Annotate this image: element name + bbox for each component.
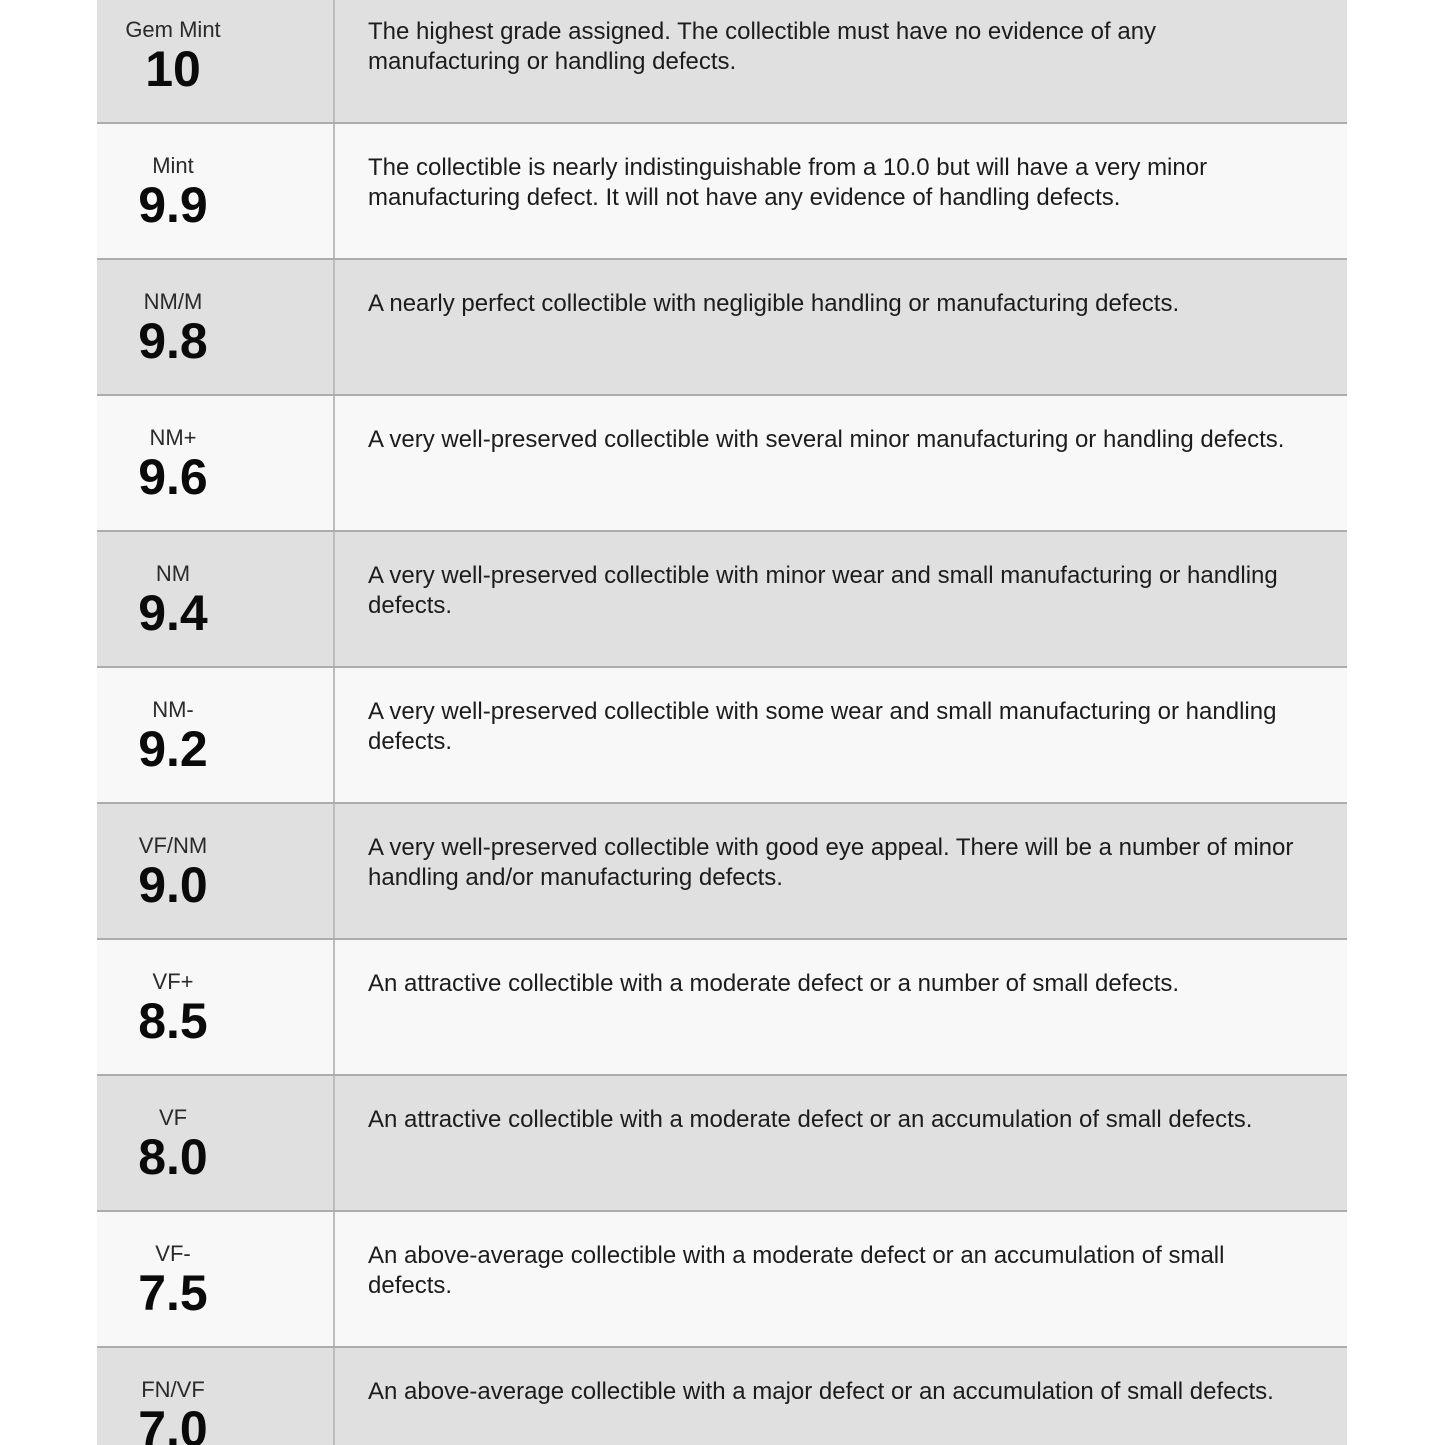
grade-cell: [97, 0, 335, 122]
grade-description: The collectible is nearly indistinguishable from a 10.0 but will have a very minor manufacturing defect. It will not have any evidence of handling defects.: [368, 154, 1208, 211]
grade-cell: [97, 940, 335, 1074]
grade-description-cell: [335, 940, 1347, 1074]
grade-row: [97, 0, 1347, 124]
grade-name: FN/VF: [141, 1377, 205, 1402]
grade-number: 7.0: [138, 1401, 208, 1445]
grade-description: An attractive collectible with a moderate defect or an accumulation of small defects.: [368, 1106, 1253, 1133]
grade-cell: [97, 260, 335, 394]
grade-number: 9.8: [138, 313, 208, 369]
grade-description-cell: [335, 532, 1347, 666]
grading-scale-table: [97, 0, 1347, 1445]
grade-number: 9.6: [138, 449, 208, 505]
grade-number: 8.5: [138, 993, 208, 1049]
grade-cell: [97, 668, 335, 802]
grade-row: [97, 804, 1347, 940]
grade-description-cell: [335, 1348, 1347, 1445]
grade-number: 9.4: [138, 585, 208, 641]
grade-description-cell: [335, 668, 1347, 802]
grade-name: VF: [158, 1105, 188, 1130]
grade-description: A very well-preserved collectible with some wear and small manufacturing or handling defects.: [368, 698, 1277, 755]
grade-description: An above-average collectible with a moderate defect or an accumulation of small defects.: [368, 1242, 1225, 1299]
grade-description-cell: [335, 124, 1347, 258]
grade-cell: [97, 1212, 335, 1346]
grade-name: VF/NM: [138, 833, 208, 858]
grade-row: [97, 668, 1347, 804]
grade-description: An attractive collectible with a moderate defect or a number of small defects.: [368, 970, 1180, 997]
grade-row: [97, 1212, 1347, 1348]
grade-name: NM+: [149, 425, 197, 450]
grade-name: Mint: [152, 153, 194, 178]
grade-name: VF+: [152, 969, 194, 994]
grade-row: [97, 940, 1347, 1076]
grade-row: [97, 396, 1347, 532]
grade-cell: [97, 124, 335, 258]
grade-cell: [97, 1348, 335, 1445]
grade-row: [97, 532, 1347, 668]
grade-name: VF-: [155, 1241, 191, 1266]
grade-number: 7.5: [138, 1265, 208, 1321]
grade-name: NM/M: [143, 289, 203, 314]
grade-description-cell: [335, 396, 1347, 530]
grade-row: [97, 1348, 1347, 1445]
grade-description: An above-average collectible with a major defect or an accumulation of small defects.: [368, 1378, 1274, 1405]
grade-description: A nearly perfect collectible with negligible handling or manufacturing defects.: [368, 290, 1180, 317]
grade-cell: [97, 1076, 335, 1210]
grade-number: 8.0: [138, 1129, 208, 1185]
grade-number: 9.9: [138, 177, 208, 233]
grade-cell: [97, 804, 335, 938]
grade-cell: [97, 532, 335, 666]
grade-description: A very well-preserved collectible with several minor manufacturing or handling defects.: [368, 426, 1285, 453]
grade-description: A very well-preserved collectible with minor wear and small manufacturing or handling defects.: [368, 562, 1278, 619]
grade-number: 9.2: [138, 721, 208, 777]
grade-description-cell: [335, 260, 1347, 394]
grade-number: 9.0: [138, 857, 208, 913]
grade-description-cell: [335, 804, 1347, 938]
grade-row: [97, 124, 1347, 260]
grade-name: NM-: [152, 697, 194, 722]
grade-number: 10: [145, 41, 201, 97]
grade-description-cell: [335, 1076, 1347, 1210]
grade-description-cell: [335, 0, 1347, 122]
grade-cell: [97, 396, 335, 530]
grade-row: [97, 1076, 1347, 1212]
grade-description: The highest grade assigned. The collectible must have no evidence of any manufacturing or handling defects.: [368, 18, 1157, 75]
grade-description: A very well-preserved collectible with good eye appeal. There will be a number of minor handling and/or manufacturing defects.: [368, 834, 1294, 891]
grade-name: Gem Mint: [125, 17, 221, 42]
grade-name: NM: [155, 561, 191, 586]
grade-row: [97, 260, 1347, 396]
grade-description-cell: [335, 1212, 1347, 1346]
